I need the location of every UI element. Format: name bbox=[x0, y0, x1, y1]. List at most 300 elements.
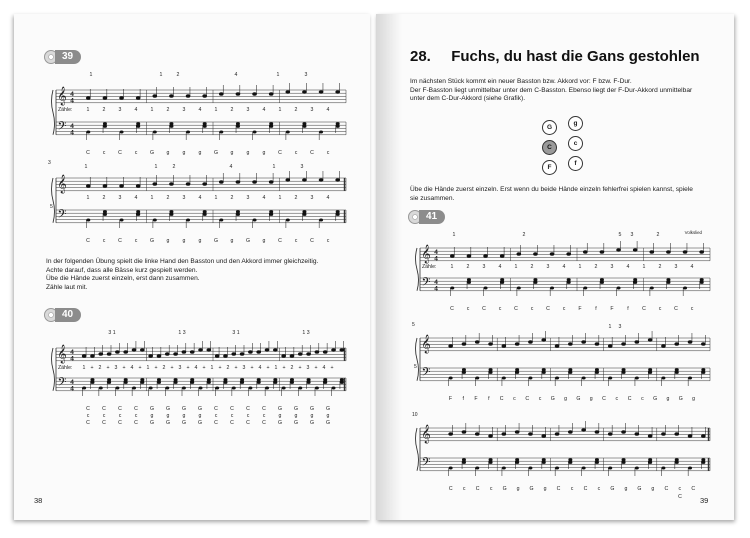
bass-chord-note bbox=[701, 371, 705, 374]
bass-note bbox=[555, 467, 559, 470]
count-label: Zähle: bbox=[58, 107, 73, 113]
bass-chord-note bbox=[533, 281, 537, 284]
bass-letter: g bbox=[198, 238, 202, 244]
fingering-number: 3 1 bbox=[108, 330, 116, 336]
treble-note bbox=[199, 349, 203, 352]
bass-note bbox=[199, 387, 203, 390]
bass-letter: c bbox=[118, 413, 122, 419]
treble-note bbox=[462, 431, 466, 434]
treble-note bbox=[617, 249, 621, 252]
bass-letter: g bbox=[182, 238, 186, 244]
score-system-3 bbox=[46, 326, 346, 436]
treble-note bbox=[608, 345, 612, 348]
bass-letter: f bbox=[488, 396, 490, 402]
fingering-number: 1 bbox=[452, 232, 456, 238]
treble-note bbox=[661, 345, 665, 348]
count-number: 2 bbox=[294, 107, 298, 113]
bass-letter: g bbox=[564, 396, 568, 402]
count-number: + bbox=[138, 365, 142, 371]
count-number: 3 bbox=[118, 107, 122, 113]
bass-note bbox=[550, 287, 554, 290]
bass-note bbox=[635, 377, 639, 380]
bass-letter: g bbox=[543, 486, 547, 492]
treble-note bbox=[550, 253, 554, 256]
bass-note bbox=[502, 377, 506, 380]
chord-button-g: g bbox=[568, 116, 583, 131]
page-heading bbox=[410, 48, 700, 65]
bass-note bbox=[608, 467, 612, 470]
bass-chord-note bbox=[273, 381, 277, 384]
bass-letter: C bbox=[602, 396, 606, 402]
treble-note bbox=[115, 351, 119, 354]
bass-letter: c bbox=[498, 306, 502, 312]
bass-letter: c bbox=[102, 238, 106, 244]
bass-chord-note bbox=[240, 381, 244, 384]
bass-chord-note bbox=[236, 213, 240, 216]
bass-letter: g bbox=[262, 238, 266, 244]
count-number: + bbox=[314, 365, 318, 371]
treble-note bbox=[688, 341, 692, 344]
bass-letter: g bbox=[278, 413, 282, 419]
treble-note bbox=[661, 433, 665, 436]
bass-letter: C bbox=[627, 396, 632, 402]
bass-chord-note bbox=[595, 461, 599, 464]
bass-chord-note bbox=[103, 213, 107, 216]
bass-letter: C bbox=[262, 406, 266, 412]
treble-note bbox=[203, 183, 207, 186]
bass-note bbox=[182, 387, 186, 390]
bass-letter: g bbox=[230, 150, 234, 156]
bass-note bbox=[315, 387, 319, 390]
treble-note bbox=[165, 353, 169, 356]
bass-note bbox=[332, 387, 336, 390]
bass-letter: f bbox=[462, 396, 464, 402]
bass-chord-note bbox=[236, 125, 240, 128]
treble-note bbox=[568, 343, 572, 346]
fingering-number: 1 bbox=[154, 164, 158, 170]
treble-note bbox=[683, 251, 687, 254]
fingering-number: 2 bbox=[522, 232, 526, 238]
bass-note bbox=[650, 287, 654, 290]
bass-letter: c bbox=[214, 413, 218, 419]
bass-chord-note bbox=[567, 281, 571, 284]
bass-note bbox=[286, 131, 290, 134]
treble-note bbox=[286, 91, 290, 94]
track-number: 41 bbox=[419, 210, 445, 224]
bass-button-F: F bbox=[542, 160, 557, 175]
bass-letter: C bbox=[230, 406, 234, 412]
treble-clef-icon: 𝄞 bbox=[421, 336, 431, 353]
bass-letter: f bbox=[595, 306, 597, 312]
count-number: + bbox=[282, 365, 286, 371]
fingering-number: 3 bbox=[304, 72, 308, 78]
treble-note bbox=[502, 433, 506, 436]
bass-letter: F bbox=[474, 396, 478, 402]
count-number: 2 bbox=[102, 195, 106, 201]
bass-note bbox=[661, 377, 665, 380]
treble-note bbox=[253, 181, 257, 184]
bass-letter: c bbox=[134, 238, 138, 244]
bass-chord-note bbox=[174, 381, 178, 384]
bass-chord-note bbox=[136, 213, 140, 216]
treble-note bbox=[153, 95, 157, 98]
intro-line: Der F-Basston liegt unmittelbar unter dem C-Basston. Ebenso liegt der F-Dur-Akkord unmittelbar bbox=[410, 86, 693, 94]
bass-letter: G bbox=[576, 396, 581, 402]
bass-note bbox=[319, 219, 323, 222]
count-number: 2 bbox=[294, 195, 298, 201]
treble-note bbox=[542, 435, 546, 438]
bass-note bbox=[282, 387, 286, 390]
count-number: 1 bbox=[278, 107, 282, 113]
count-number: 2 bbox=[594, 264, 598, 270]
bass-letter: c bbox=[246, 413, 250, 419]
count-number: 1 bbox=[150, 107, 154, 113]
count-number: 4 bbox=[130, 365, 134, 371]
fingering-number: 3 bbox=[618, 324, 622, 330]
treble-note bbox=[582, 429, 586, 432]
treble-note bbox=[282, 355, 286, 358]
bass-letter: c bbox=[326, 238, 330, 244]
count-number: 2 bbox=[230, 195, 234, 201]
bass-letter: g bbox=[692, 396, 696, 402]
bass-letter: C bbox=[86, 150, 90, 156]
count-label: Zähle: bbox=[58, 365, 73, 371]
treble-note bbox=[302, 179, 306, 182]
bass-letter: g bbox=[182, 413, 186, 419]
treble-note bbox=[120, 185, 124, 188]
treble-note bbox=[688, 435, 692, 438]
bass-letter: C bbox=[246, 406, 250, 412]
bass-letter: G bbox=[165, 406, 171, 412]
bass-chord-note bbox=[666, 281, 670, 284]
treble-note bbox=[555, 345, 559, 348]
treble-note bbox=[169, 95, 173, 98]
bass-note bbox=[215, 387, 219, 390]
bass-button-diagram bbox=[540, 118, 590, 182]
count-number: 1 bbox=[514, 264, 518, 270]
bass-chord-note bbox=[622, 461, 626, 464]
treble-note bbox=[153, 183, 157, 186]
count-number: 3 bbox=[114, 365, 118, 371]
bass-letter: C bbox=[310, 238, 314, 244]
time-signature-bottom: 4 bbox=[70, 129, 74, 137]
bass-letter: G bbox=[309, 406, 315, 412]
track-badge-41[interactable] bbox=[408, 210, 445, 224]
count-number: 1 bbox=[82, 365, 86, 371]
count-number: 3 bbox=[610, 264, 614, 270]
bass-letter: C bbox=[134, 406, 138, 412]
bass-letter: C bbox=[583, 486, 588, 492]
fingering-number: 1 bbox=[89, 72, 93, 78]
treble-note bbox=[700, 251, 704, 254]
bass-letter: G bbox=[653, 396, 658, 402]
time-signature-bottom: 4 bbox=[70, 355, 74, 363]
treble-note bbox=[500, 255, 504, 258]
treble-note bbox=[219, 181, 223, 184]
practice-line: sie zusammen. bbox=[410, 194, 455, 202]
count-number: 1 bbox=[146, 365, 150, 371]
time-signature-bottom: 4 bbox=[434, 255, 438, 263]
treble-note bbox=[583, 251, 587, 254]
treble-note bbox=[567, 253, 571, 256]
bass-letter: C bbox=[678, 494, 682, 500]
bass-chord-note bbox=[336, 125, 340, 128]
count-number: 3 bbox=[246, 107, 250, 113]
treble-note bbox=[622, 431, 626, 434]
treble-note bbox=[528, 433, 532, 436]
treble-note bbox=[648, 339, 652, 342]
bass-chord-note bbox=[633, 281, 637, 284]
treble-note bbox=[449, 433, 453, 436]
bass-chord-note bbox=[595, 371, 599, 374]
count-number: 1 bbox=[214, 195, 218, 201]
count-number: 2 bbox=[166, 195, 170, 201]
bass-note bbox=[475, 377, 479, 380]
count-number: 4 bbox=[198, 107, 202, 113]
bass-letter: G bbox=[165, 420, 171, 426]
bass-chord-note bbox=[515, 461, 519, 464]
count-number: 2 bbox=[162, 365, 166, 371]
treble-note bbox=[595, 431, 599, 434]
bass-note bbox=[484, 287, 488, 290]
bass-clef-icon: 𝄢 bbox=[421, 455, 431, 471]
left-page bbox=[14, 14, 370, 520]
treble-note bbox=[555, 433, 559, 436]
bass-letter: C bbox=[310, 150, 314, 156]
bass-letter: g bbox=[589, 396, 593, 402]
track-badge-39[interactable] bbox=[44, 50, 81, 64]
brace bbox=[416, 338, 419, 381]
bass-letter: c bbox=[570, 486, 574, 492]
bass-letter: C bbox=[214, 406, 218, 412]
bass-note bbox=[528, 467, 532, 470]
treble-note bbox=[124, 351, 128, 354]
treble-note bbox=[269, 93, 273, 96]
treble-note bbox=[103, 185, 107, 188]
count-number: 2 bbox=[166, 107, 170, 113]
count-number: 4 bbox=[134, 107, 138, 113]
bass-note bbox=[582, 377, 586, 380]
treble-note bbox=[169, 183, 173, 186]
bass-note bbox=[450, 287, 454, 290]
bass-letter: G bbox=[610, 486, 615, 492]
track-badge-40[interactable] bbox=[44, 308, 81, 322]
bass-chord-note bbox=[290, 381, 294, 384]
bass-chord-note bbox=[462, 371, 466, 374]
bass-letter: C bbox=[482, 306, 486, 312]
bass-letter: C bbox=[514, 306, 518, 312]
count-number: 4 bbox=[134, 195, 138, 201]
bass-letter: G bbox=[197, 406, 203, 412]
treble-note bbox=[174, 353, 178, 356]
time-signature-top: 4 bbox=[70, 379, 74, 386]
bass-letter: G bbox=[277, 406, 283, 412]
bass-letter: C bbox=[102, 406, 106, 412]
instruction-line: In der folgenden Übung spielt die linke Hand den Basston und den Akkord immer gleichzeitig. bbox=[46, 258, 319, 265]
bass-chord-note bbox=[542, 461, 546, 464]
treble-note bbox=[635, 433, 639, 436]
treble-note bbox=[542, 339, 546, 342]
bass-letter: g bbox=[166, 238, 170, 244]
treble-note bbox=[568, 431, 572, 434]
treble-clef-icon: 𝄞 bbox=[57, 346, 67, 363]
count-number: 3 bbox=[178, 365, 182, 371]
intro-line: Im nächsten Stück kommt ein neuer Basston bzw. Akkord vor: F bzw. F-Dur. bbox=[410, 78, 632, 85]
bass-chord-note bbox=[467, 281, 471, 284]
treble-note bbox=[675, 343, 679, 346]
count-number: + bbox=[330, 365, 334, 371]
page-number: 38 bbox=[34, 496, 43, 505]
treble-note bbox=[319, 91, 323, 94]
time-signature-bottom: 4 bbox=[70, 385, 74, 393]
count-number: + bbox=[90, 365, 94, 371]
treble-note bbox=[666, 251, 670, 254]
tempo-note: Volkslied bbox=[684, 230, 702, 235]
treble-note bbox=[203, 95, 207, 98]
count-number: 4 bbox=[690, 264, 694, 270]
bass-chord-note bbox=[675, 461, 679, 464]
bass-letter: C bbox=[86, 238, 90, 244]
bass-letter: C bbox=[546, 306, 550, 312]
bass-letter: G bbox=[181, 420, 187, 426]
bass-letter: c bbox=[294, 238, 298, 244]
bass-note bbox=[99, 387, 103, 390]
bass-note bbox=[219, 131, 223, 134]
bass-note bbox=[608, 377, 612, 380]
time-signature-top: 4 bbox=[434, 279, 438, 286]
treble-note bbox=[265, 349, 269, 352]
treble-note bbox=[336, 91, 340, 94]
treble-note bbox=[298, 353, 302, 356]
count-number: + bbox=[106, 365, 110, 371]
count-number: 1 bbox=[578, 264, 582, 270]
treble-clef-icon: 𝄞 bbox=[421, 246, 431, 263]
bass-letter: g bbox=[262, 150, 266, 156]
bass-letter: c bbox=[678, 486, 682, 492]
treble-note bbox=[517, 253, 521, 256]
treble-clef-icon: 𝄞 bbox=[57, 88, 67, 105]
treble-note bbox=[701, 435, 705, 438]
treble-note bbox=[675, 433, 679, 436]
fingering-number: 1 bbox=[159, 72, 163, 78]
count-number: 4 bbox=[198, 195, 202, 201]
count-number: + bbox=[234, 365, 238, 371]
treble-note bbox=[450, 255, 454, 258]
instruction-line: Übe die Hände zuerst einzeln, erst dann zusammen. bbox=[46, 275, 200, 283]
bass-chord-note bbox=[489, 371, 493, 374]
practice-line: Übe die Hände zuerst einzeln. Erst wenn du beide Hände einzeln fehlerfrei spielen kannst, spiele bbox=[410, 186, 693, 193]
bass-letter: G bbox=[213, 238, 219, 244]
bass-letter: G bbox=[678, 396, 683, 402]
bass-note bbox=[248, 387, 252, 390]
score-system-5 bbox=[410, 318, 710, 408]
bass-letter: G bbox=[213, 150, 219, 156]
treble-note bbox=[86, 185, 90, 188]
instruction-line: Achte darauf, dass alle Bässe kurz gespielt werden. bbox=[46, 266, 198, 274]
fingering-number: 2 bbox=[176, 72, 180, 78]
bass-letter: g bbox=[651, 486, 655, 492]
bass-letter: G bbox=[325, 420, 331, 426]
count-number: 1 bbox=[274, 365, 278, 371]
bass-chord-note bbox=[169, 213, 173, 216]
bass-clef-icon: 𝄢 bbox=[57, 375, 67, 391]
treble-note bbox=[340, 349, 344, 352]
bass-chord-note bbox=[103, 125, 107, 128]
treble-clef-icon: 𝄞 bbox=[421, 426, 431, 443]
bass-note bbox=[86, 131, 90, 134]
bass-letter: g bbox=[198, 150, 202, 156]
fingering-number: 4 bbox=[234, 72, 238, 78]
bass-letter: G bbox=[550, 396, 555, 402]
brace bbox=[416, 248, 419, 291]
count-number: 2 bbox=[98, 365, 102, 371]
count-number: 1 bbox=[150, 195, 154, 201]
count-number: 4 bbox=[322, 365, 326, 371]
intro-text bbox=[410, 78, 730, 104]
treble-note bbox=[462, 343, 466, 346]
bass-chord-note bbox=[542, 371, 546, 374]
bass-letter: G bbox=[197, 420, 203, 426]
bass-chord-note bbox=[269, 125, 273, 128]
count-number: 4 bbox=[562, 264, 566, 270]
fingering-number: 2 bbox=[172, 164, 176, 170]
bass-letter: C bbox=[475, 486, 480, 492]
bass-chord-note bbox=[336, 213, 340, 216]
count-number: 3 bbox=[674, 264, 678, 270]
treble-note bbox=[248, 351, 252, 354]
treble-note bbox=[236, 181, 240, 184]
bass-letter: C bbox=[246, 420, 250, 426]
bass-chord-note bbox=[203, 213, 207, 216]
count-number: 4 bbox=[626, 264, 630, 270]
bass-chord-note bbox=[190, 381, 194, 384]
treble-note bbox=[240, 353, 244, 356]
treble-note bbox=[336, 179, 340, 182]
bass-chord-note bbox=[675, 371, 679, 374]
fingering-number: 4 bbox=[229, 164, 233, 170]
bass-letter: c bbox=[326, 150, 330, 156]
bass-letter: G bbox=[149, 150, 155, 156]
bass-chord-note bbox=[648, 371, 652, 374]
bass-letter: g bbox=[150, 413, 154, 419]
score-system-2 bbox=[46, 156, 346, 246]
bass-letter: g bbox=[326, 413, 330, 419]
treble-note bbox=[90, 355, 94, 358]
bass-letter: c bbox=[466, 306, 470, 312]
treble-note bbox=[290, 355, 294, 358]
fingering-number: 1 bbox=[608, 324, 612, 330]
bass-letter: g bbox=[166, 150, 170, 156]
bass-letter: C bbox=[262, 420, 266, 426]
treble-note bbox=[467, 255, 471, 258]
bass-note bbox=[688, 377, 692, 380]
count-number: 3 bbox=[482, 264, 486, 270]
bass-note bbox=[449, 377, 453, 380]
fingering-number: 1 bbox=[84, 164, 88, 170]
bass-letter: C bbox=[230, 420, 234, 426]
bass-note bbox=[475, 467, 479, 470]
bass-letter: C bbox=[450, 306, 454, 312]
bass-letter: C bbox=[118, 406, 122, 412]
bass-letter: g bbox=[666, 396, 670, 402]
treble-note bbox=[86, 97, 90, 100]
bass-letter: G bbox=[502, 486, 507, 492]
treble-note bbox=[253, 93, 257, 96]
bass-note bbox=[82, 387, 86, 390]
bass-chord-note bbox=[269, 213, 273, 216]
intro-line: unter dem C-Dur-Akkord (siehe Grafik). bbox=[410, 95, 526, 103]
bass-letter: G bbox=[149, 420, 155, 426]
